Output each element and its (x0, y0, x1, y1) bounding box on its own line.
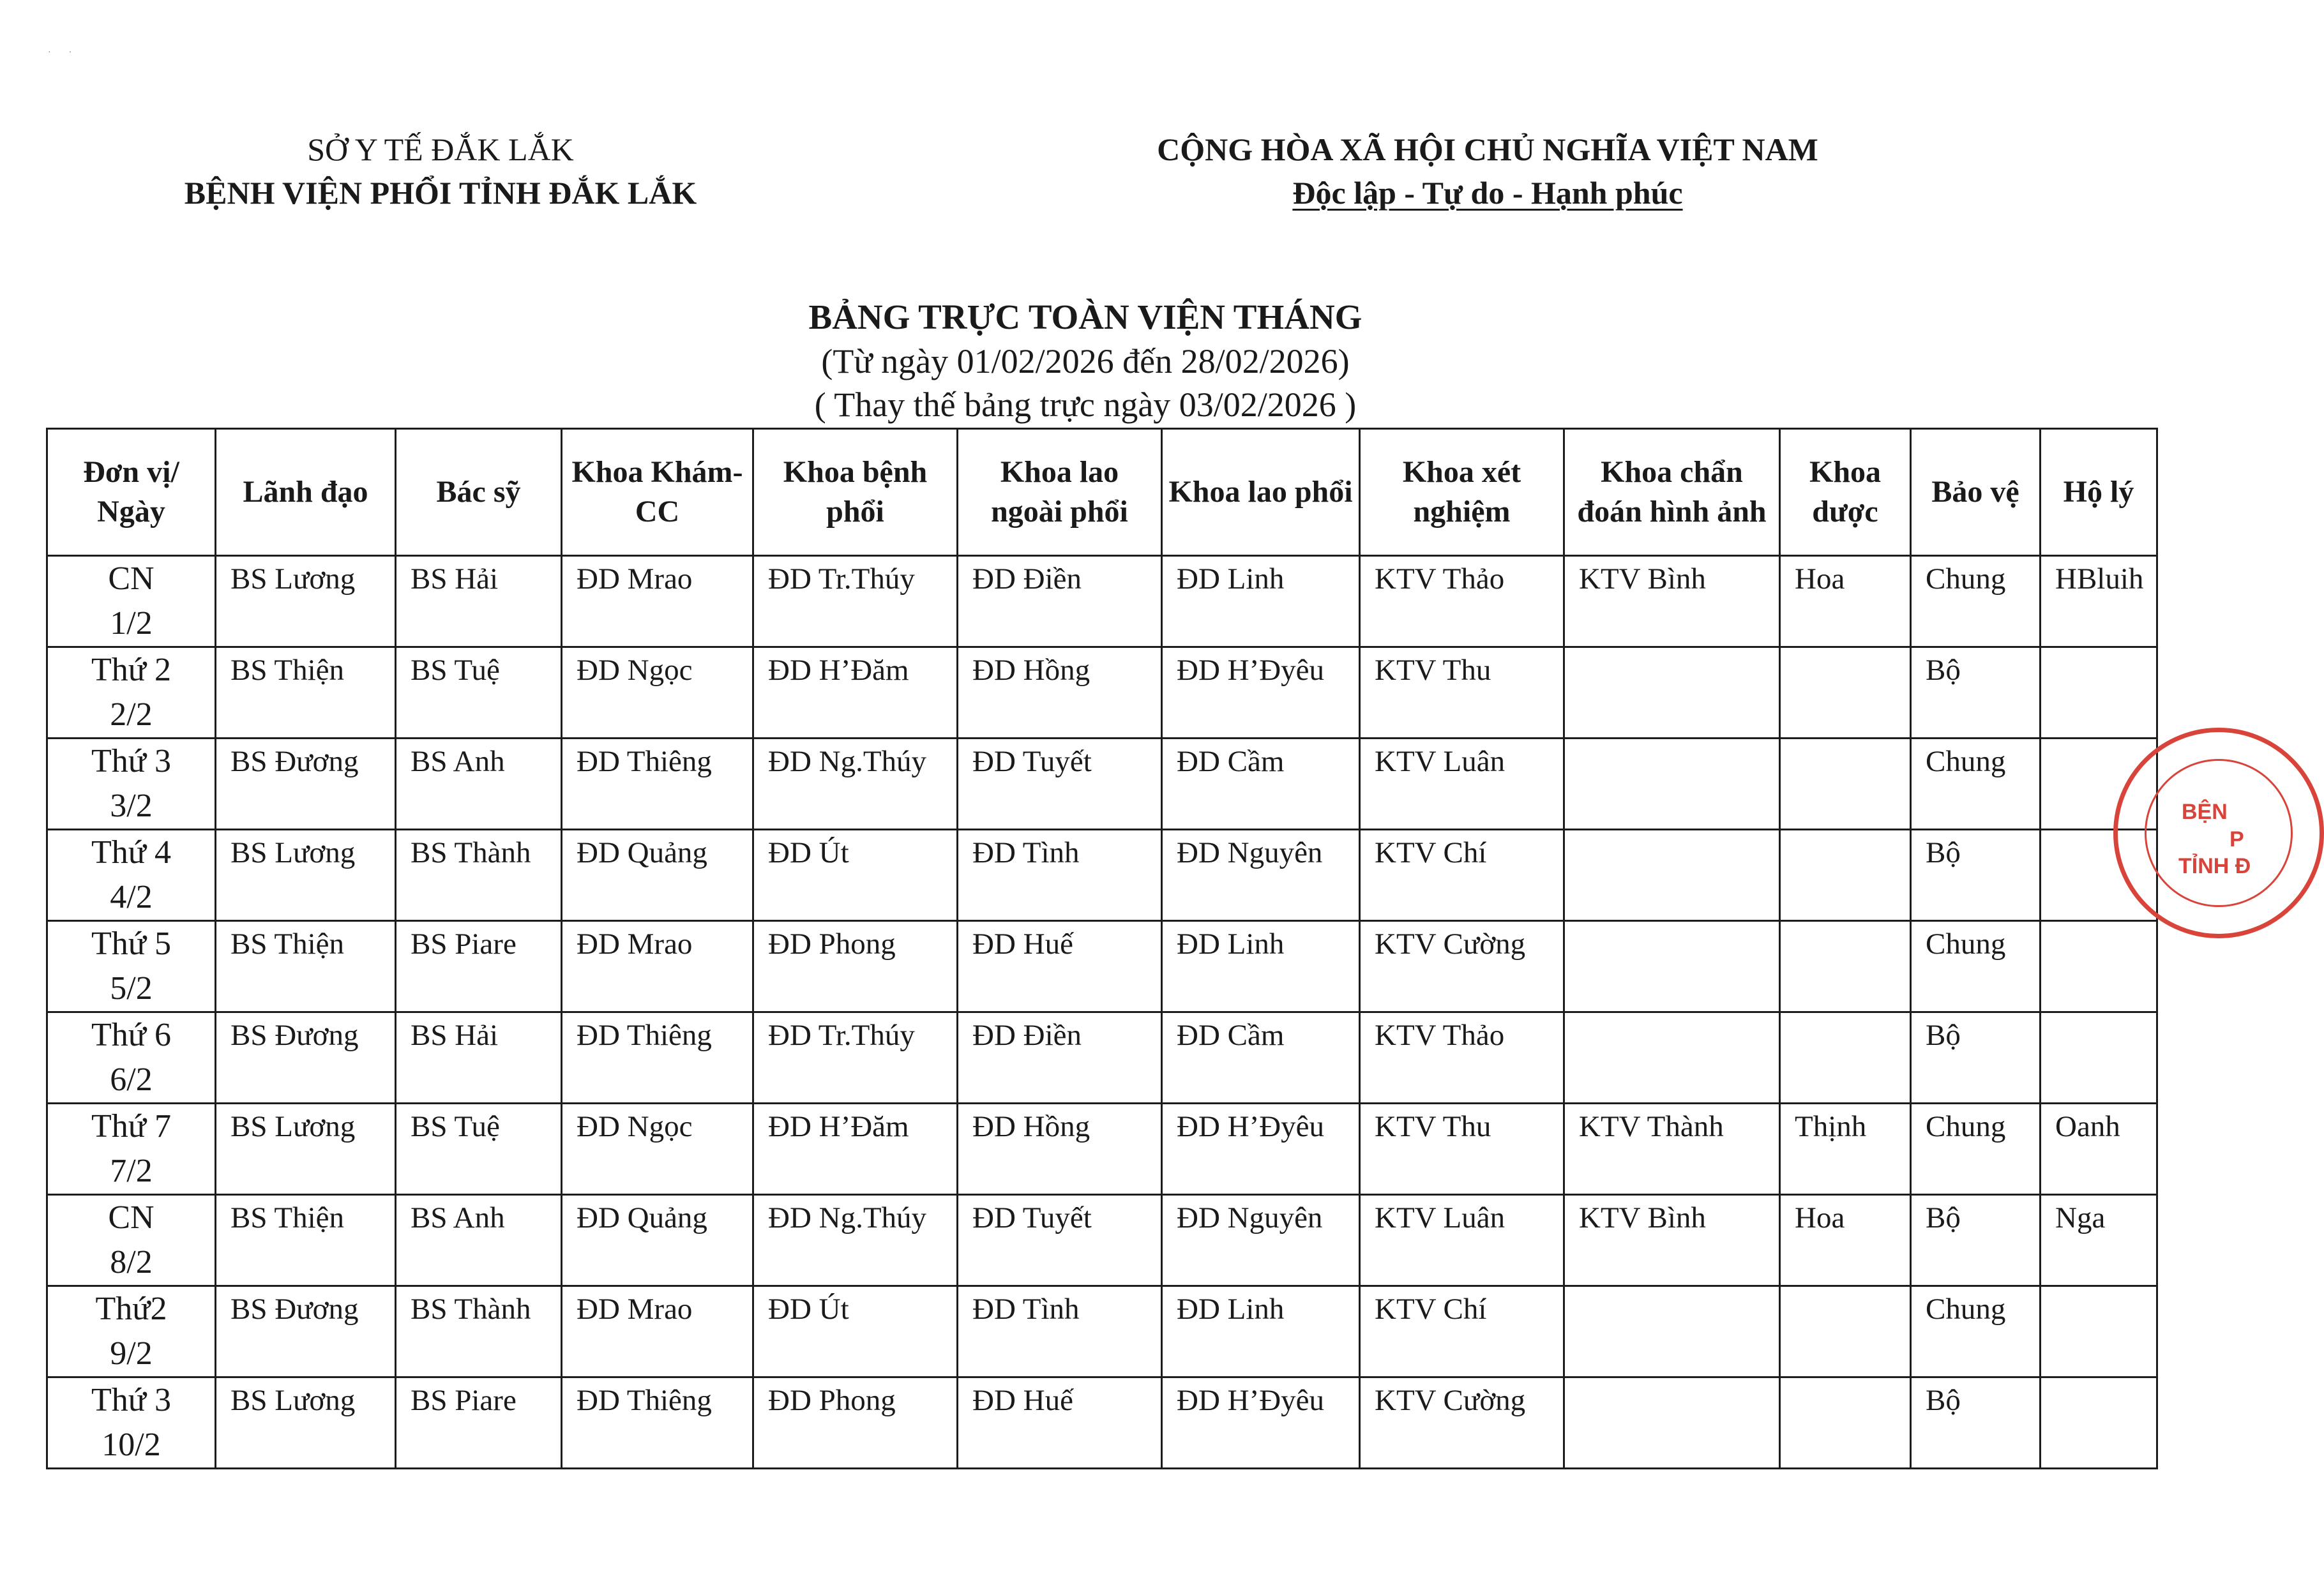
duty-cell: ĐD Linh (1162, 1286, 1360, 1377)
duty-cell: BS Hải (396, 1012, 562, 1104)
day-cell (47, 830, 216, 921)
duty-cell: KTV Bình (1564, 556, 1780, 647)
duty-cell: Bộ (1911, 1377, 2041, 1469)
weekday-label: Thứ 2 (91, 652, 171, 688)
day-cell (47, 1195, 216, 1286)
duty-cell (1780, 647, 1911, 739)
duty-cell: BS Hải (396, 556, 562, 647)
duty-cell (2041, 1377, 2157, 1469)
duty-cell: Bộ (1911, 1012, 2041, 1104)
column-header: Khoa lao phổi (1162, 429, 1360, 556)
duty-cell: KTV Thảo (1360, 1012, 1564, 1104)
date-label: 8/2 (110, 1244, 153, 1280)
column-header: Hộ lý (2041, 429, 2157, 556)
date-range: (Từ ngày 01/02/2026 đến 28/02/2026) (821, 342, 1350, 380)
stamp-text-line2: P (2230, 827, 2244, 852)
duty-cell: ĐD Cầm (1162, 739, 1360, 830)
duty-cell: BS Anh (396, 1195, 562, 1286)
column-header: Lãnh đạo (216, 429, 396, 556)
duty-cell (1780, 739, 1911, 830)
duty-cell: ĐD Hồng (958, 647, 1162, 739)
issuer-hospital-name: BỆNH VIỆN PHỔI TỈNH ĐẮK LẮK (184, 175, 697, 211)
duty-cell (2041, 1286, 2157, 1377)
day-cell (47, 556, 216, 647)
date-label: 10/2 (102, 1427, 161, 1463)
weekday-label: CN (108, 1199, 155, 1236)
column-header: Đơn vị/ Ngày (47, 429, 216, 556)
weekday-label: CN (108, 560, 155, 597)
duty-cell: ĐD Phong (753, 1377, 958, 1469)
replacement-note: ( Thay thế bảng trực ngày 03/02/2026 ) (814, 386, 1357, 424)
duty-cell: Oanh (2041, 1104, 2157, 1195)
national-header (1079, 128, 1896, 214)
duty-cell: Nga (2041, 1195, 2157, 1286)
duty-cell: ĐD Tình (958, 830, 1162, 921)
duty-cell: ĐD H’Đyêu (1162, 647, 1360, 739)
date-label: 1/2 (110, 605, 153, 641)
table-row (47, 921, 2157, 1012)
duty-cell (1780, 1012, 1911, 1104)
duty-cell: ĐD Mrao (562, 556, 753, 647)
table-row (47, 1012, 2157, 1104)
day-cell (47, 1104, 216, 1195)
duty-cell: Chung (1911, 1286, 2041, 1377)
weekday-label: Thứ 5 (91, 926, 171, 962)
duty-cell: BS Lương (216, 556, 396, 647)
weekday-label: Thứ 3 (91, 743, 171, 779)
duty-cell: BS Thiện (216, 647, 396, 739)
duty-cell: ĐD Huế (958, 921, 1162, 1012)
duty-cell: BS Tuệ (396, 1104, 562, 1195)
duty-cell: Chung (1911, 739, 2041, 830)
duty-cell: KTV Thu (1360, 1104, 1564, 1195)
table-row (47, 556, 2157, 647)
day-cell (47, 1286, 216, 1377)
date-label: 4/2 (110, 879, 153, 915)
official-seal-stamp (2113, 728, 2324, 938)
duty-cell: ĐD Tuyết (958, 1195, 1162, 1286)
duty-cell: ĐD Quảng (562, 1195, 753, 1286)
duty-cell: KTV Bình (1564, 1195, 1780, 1286)
day-cell (47, 921, 216, 1012)
duty-cell: BS Thành (396, 1286, 562, 1377)
duty-cell: ĐD Út (753, 830, 958, 921)
duty-cell: BS Đương (216, 739, 396, 830)
duty-cell (1564, 647, 1780, 739)
duty-cell: BS Anh (396, 739, 562, 830)
national-name: CỘNG HÒA XÃ HỘI CHỦ NGHĨA VIỆT NAM (1157, 131, 1818, 167)
duty-cell: ĐD Thiêng (562, 739, 753, 830)
duty-cell: ĐD Thiêng (562, 1012, 753, 1104)
national-motto: Độc lập - Tự do - Hạnh phúc (1292, 175, 1683, 211)
date-label: 2/2 (110, 696, 153, 733)
weekday-label: Thứ 4 (91, 834, 171, 871)
column-header: Khoa xét nghiệm (1360, 429, 1564, 556)
duty-cell: KTV Luân (1360, 1195, 1564, 1286)
duty-cell: ĐD Tình (958, 1286, 1162, 1377)
duty-cell (1780, 830, 1911, 921)
duty-cell: BS Lương (216, 1377, 396, 1469)
duty-cell: HBluih (2041, 556, 2157, 647)
duty-cell: Chung (1911, 556, 2041, 647)
day-cell (47, 1012, 216, 1104)
duty-cell: ĐD Linh (1162, 556, 1360, 647)
duty-cell: KTV Cường (1360, 921, 1564, 1012)
duty-cell: Bộ (1911, 1195, 2041, 1286)
duty-cell (2041, 1012, 2157, 1104)
duty-cell: BS Lương (216, 1104, 396, 1195)
duty-cell (1780, 921, 1911, 1012)
duty-cell: ĐD Quảng (562, 830, 753, 921)
column-header: Bảo vệ (1911, 429, 2041, 556)
stamp-text-line3: TỈNH Đ (2178, 854, 2251, 878)
duty-cell: ĐD Nguyên (1162, 830, 1360, 921)
duty-cell: ĐD Mrao (562, 1286, 753, 1377)
duty-cell: ĐD H’Đyêu (1162, 1104, 1360, 1195)
duty-cell: KTV Thành (1564, 1104, 1780, 1195)
duty-cell: ĐD Ngọc (562, 1104, 753, 1195)
duty-cell: ĐD H’Đăm (753, 1104, 958, 1195)
duty-cell: BS Đương (216, 1012, 396, 1104)
duty-cell: ĐD Út (753, 1286, 958, 1377)
date-label: 9/2 (110, 1335, 153, 1372)
day-cell (47, 739, 216, 830)
scan-specks: · · (48, 48, 72, 57)
duty-cell: ĐD Huế (958, 1377, 1162, 1469)
duty-cell: ĐD Tuyết (958, 739, 1162, 830)
duty-cell: ĐD Hồng (958, 1104, 1162, 1195)
duty-cell: KTV Cường (1360, 1377, 1564, 1469)
day-cell (47, 647, 216, 739)
date-label: 6/2 (110, 1062, 153, 1098)
duty-cell: ĐD Thiêng (562, 1377, 753, 1469)
duty-cell: Hoa (1780, 1195, 1911, 1286)
weekday-label: Thứ 7 (91, 1108, 171, 1144)
duty-cell (1564, 921, 1780, 1012)
duty-cell: KTV Thảo (1360, 556, 1564, 647)
weekday-label: Thứ2 (95, 1291, 167, 1327)
duty-cell (1564, 739, 1780, 830)
duty-cell: ĐD Nguyên (1162, 1195, 1360, 1286)
duty-cell (1564, 830, 1780, 921)
duty-cell (2041, 647, 2157, 739)
duty-cell: ĐD Ngọc (562, 647, 753, 739)
duty-roster-table (46, 428, 2158, 1469)
column-header: Khoa lao ngoài phổi (958, 429, 1162, 556)
duty-cell: BS Lương (216, 830, 396, 921)
column-header: Khoa bệnh phổi (753, 429, 958, 556)
duty-cell: Hoa (1780, 556, 1911, 647)
duty-cell: Chung (1911, 921, 2041, 1012)
duty-cell: ĐD Phong (753, 921, 958, 1012)
duty-cell: ĐD Linh (1162, 921, 1360, 1012)
duty-cell: ĐD H’Đăm (753, 647, 958, 739)
table-row (47, 1195, 2157, 1286)
column-header: Khoa chẩn đoán hình ảnh (1564, 429, 1780, 556)
duty-cell (1780, 1286, 1911, 1377)
column-header: Bác sỹ (396, 429, 562, 556)
duty-cell: BS Piare (396, 1377, 562, 1469)
table-row (47, 1286, 2157, 1377)
duty-cell (1564, 1286, 1780, 1377)
duty-cell: BS Thiện (216, 1195, 396, 1286)
duty-cell: BS Thiện (216, 921, 396, 1012)
duty-cell: KTV Chí (1360, 1286, 1564, 1377)
table-row (47, 1104, 2157, 1195)
document-title: BẢNG TRỰC TOÀN VIỆN THÁNG (808, 297, 1362, 336)
duty-cell: BS Thành (396, 830, 562, 921)
column-header: Khoa dược (1780, 429, 1911, 556)
table-row (47, 1377, 2157, 1469)
weekday-label: Thứ 6 (91, 1017, 171, 1053)
duty-cell: ĐD Ng.Thúy (753, 739, 958, 830)
duty-cell: ĐD Cầm (1162, 1012, 1360, 1104)
date-label: 3/2 (110, 788, 153, 824)
duty-cell (1564, 1012, 1780, 1104)
duty-cell: KTV Chí (1360, 830, 1564, 921)
issuer-parent-org: SỞ Y TẾ ĐẮK LẮK (307, 131, 574, 167)
duty-cell (2041, 921, 2157, 1012)
duty-cell: Chung (1911, 1104, 2041, 1195)
duty-cell: ĐD Điền (958, 1012, 1162, 1104)
table-row (47, 647, 2157, 739)
duty-cell (1780, 1377, 1911, 1469)
duty-cell: Bộ (1911, 647, 2041, 739)
duty-cell: ĐD Tr.Thúy (753, 556, 958, 647)
table-header-row (47, 429, 2157, 556)
column-header: Khoa Khám-CC (562, 429, 753, 556)
date-label: 5/2 (110, 970, 153, 1007)
duty-cell: ĐD H’Đyêu (1162, 1377, 1360, 1469)
weekday-label: Thứ 3 (91, 1382, 171, 1418)
duty-cell: Bộ (1911, 830, 2041, 921)
duty-cell: Thịnh (1780, 1104, 1911, 1195)
duty-cell: ĐD Tr.Thúy (753, 1012, 958, 1104)
date-label: 7/2 (110, 1153, 153, 1189)
document-title-block (600, 295, 1571, 426)
duty-cell (1564, 1377, 1780, 1469)
duty-cell: BS Tuệ (396, 647, 562, 739)
table-row (47, 739, 2157, 830)
duty-cell: BS Piare (396, 921, 562, 1012)
duty-cell: KTV Luân (1360, 739, 1564, 830)
issuer-header (128, 128, 753, 214)
duty-cell: ĐD Điền (958, 556, 1162, 647)
duty-cell: BS Đương (216, 1286, 396, 1377)
table-row (47, 830, 2157, 921)
day-cell (47, 1377, 216, 1469)
duty-cell: ĐD Ng.Thúy (753, 1195, 958, 1286)
stamp-text-line1: BỆN (2182, 800, 2228, 824)
duty-cell: KTV Thu (1360, 647, 1564, 739)
duty-cell: ĐD Mrao (562, 921, 753, 1012)
